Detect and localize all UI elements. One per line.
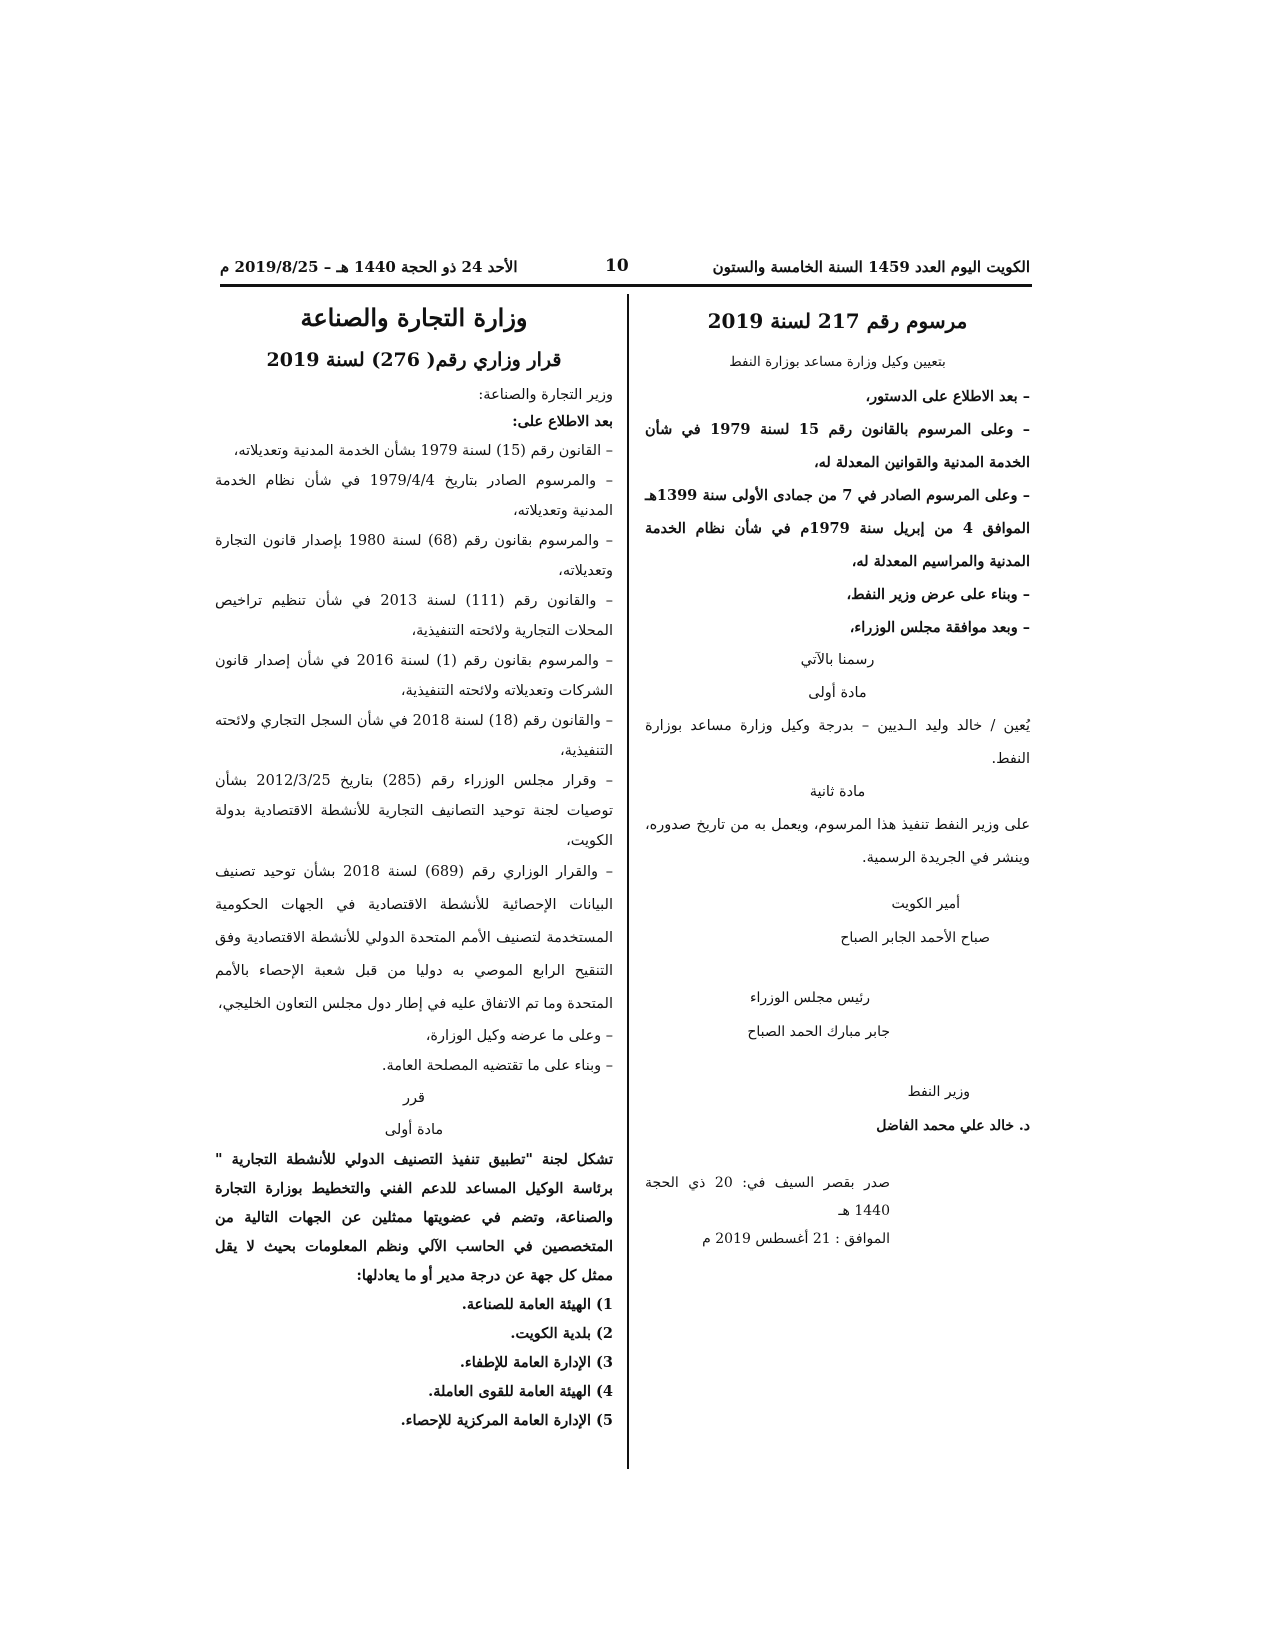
decision-title: قرار وزاري رقم( 276) لسنة 2019 <box>266 349 562 371</box>
decree-article2-heading: مادة ثانية <box>809 784 866 800</box>
column-divider <box>627 294 629 1469</box>
pm-name: جابر مبارك الحمد الصباح <box>747 1024 890 1040</box>
page-number: 10 <box>605 256 629 276</box>
decision-entity: 5) الإدارة العامة المركزية للإحصاء. <box>400 1412 613 1429</box>
decree-preamble-item: – وعلى المرسوم بالقانون رقم 15 لسنة 1979 في شأن الخدمة المدنية والقوانين المعدلة له، <box>645 421 1030 471</box>
decree-preamble-item: – بعد الاطلاع على الدستور، <box>865 388 1030 405</box>
issued-place-date: صدر بقصر السيف في: 20 ذي الحجة 1440 هـ <box>645 1175 890 1219</box>
issued-gregorian: الموافق : 21 أغسطس 2019 م <box>702 1231 890 1247</box>
ministry-title: وزارة التجارة والصناعة <box>300 303 528 332</box>
decision-preamble-item: – والقرار الوزاري رقم (689) لسنة 2018 بشأن توحيد تصنيف البيانات الإحصائية للأنشطة الاقتصادية في الجهات الحكومية المستخدمة لتصنيف الأمم المتحدة الدولي للأنشطة الاقتصادية وفق التنقيح الرابع الموصي به دوليا من قبل شعبة الإحصاء بالأمم المتحدة وما تم الاتفاق عليه في إطار دول مجلس التعاون الخليجي، <box>215 864 613 1012</box>
decision-preamble-item: – وبناء على ما تقتضيه المصلحة العامة. <box>381 1058 613 1074</box>
decision-preamble-item: – والقانون رقم (111) لسنة 2013 في شأن تنظيم تراخيص المحلات التجارية ولائحته التنفيذية، <box>215 593 613 639</box>
decree-subtitle: بتعيين وكيل وزارة مساعد بوزارة النفط <box>729 354 946 370</box>
page-header <box>220 256 1030 282</box>
decision-issuer: وزير التجارة والصناعة: <box>478 387 613 403</box>
decree-article1-text: يُعين / خالد وليد الـديين – بدرجة وكيل وزارة مساعد بوزارة النفط. <box>645 718 1030 767</box>
decree-article2-text: على وزير النفط تنفيذ هذا المرسوم، ويعمل به من تاريخ صدوره، وينشر في الجريدة الرسمية. <box>645 817 1030 866</box>
minister-title: وزير النفط <box>907 1084 970 1100</box>
decision-preamble-item: – والمرسوم بقانون رقم (1) لسنة 2016 في شأن إصدار قانون الشركات وتعديلاته ولائحته التنفيذية، <box>215 653 613 699</box>
decision-article1-heading: مادة أولى <box>384 1122 444 1138</box>
decision-preamble-item: – والقانون رقم (18) لسنة 2018 في شأن السجل التجاري ولائحته التنفيذية، <box>215 713 613 759</box>
decree-decreed: رسمنا بالآتي <box>800 652 875 668</box>
decision-entity: 2) بلدية الكويت. <box>510 1325 613 1342</box>
decision-preamble-item: – والمرسوم بقانون رقم (68) لسنة 1980 بإصدار قانون التجارة وتعديلاته، <box>215 533 613 579</box>
decision-article1-text: تشكل لجنة "تطبيق تنفيذ التصنيف الدولي للأنشطة التجارية " برئاسة الوكيل المساعد للدعم الفني والتخطيط بوزارة التجارة والصناعة، وتضم في عضويتها ممثلين عن الجهات التالية من المتخصصين في الحاسب الآلي ونظم المعلومات بحيث لا يقل ممثل كل جهة عن درجة مدير أو ما يعادلها: <box>215 1151 613 1284</box>
decree-column <box>645 298 1030 1253</box>
header-rule <box>220 284 1032 287</box>
decree-preamble-item: – وعلى المرسوم الصادر في 7 من جمادى الأولى سنة 1399هـ الموافق 4 من إبريل سنة 1979م في شأن نظام الخدمة المدنية والمراسيم المعدلة له، <box>645 487 1030 570</box>
decision-entity: 4) الهيئة العامة للقوى العاملة. <box>428 1383 613 1400</box>
decision-entity: 3) الإدارة العامة للإطفاء. <box>459 1354 613 1371</box>
header-issue-info: الكويت اليوم العدد 1459 السنة الخامسة والستون <box>712 258 1030 276</box>
decision-preamble-item: – والمرسوم الصادر بتاريخ 1979/4/4 في شأن نظام الخدمة المدنية وتعديلاته، <box>215 473 613 519</box>
decree-preamble-item: – وبعد موافقة مجلس الوزراء، <box>849 619 1030 636</box>
decision-preamble-item: – وعلى ما عرضه وكيل الوزارة، <box>425 1028 613 1044</box>
decision-preamble-item: – القانون رقم (15) لسنة 1979 بشأن الخدمة المدنية وتعديلاته، <box>233 443 613 459</box>
emir-title: أمير الكويت <box>891 896 960 912</box>
decree-article1-heading: مادة أولى <box>808 685 867 701</box>
minister-name: د. خالد علي محمد الفاضل <box>876 1118 1030 1134</box>
decision-column <box>215 298 613 1435</box>
decision-preamble-item: – وقرار مجلس الوزراء رقم (285) بتاريخ 2012/3/25 بشأن توصيات لجنة توحيد التصانيف التجارية للأنشطة الاقتصادية بدولة الكويت، <box>215 773 614 849</box>
decree-title: مرسوم رقم 217 لسنة 2019 <box>707 309 968 333</box>
header-date: الأحد 24 ذو الحجة 1440 هـ – 2019/8/25 م <box>220 258 518 276</box>
decision-entity: 1) الهيئة العامة للصناعة. <box>461 1296 613 1313</box>
decree-preamble-item: – وبناء على عرض وزير النفط، <box>846 586 1030 603</box>
pm-title: رئيس مجلس الوزراء <box>749 990 870 1006</box>
emir-name: صباح الأحمد الجابر الصباح <box>840 930 990 946</box>
decision-decided: قرر <box>403 1090 425 1106</box>
decision-after-review: بعد الاطلاع على: <box>512 413 613 430</box>
